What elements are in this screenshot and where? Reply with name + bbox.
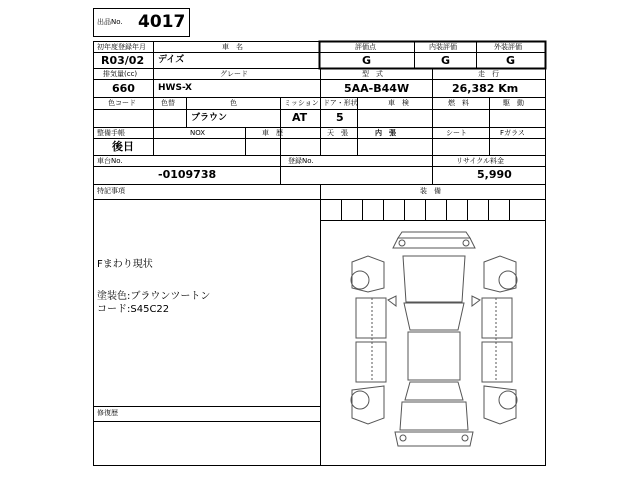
mission-value: AT bbox=[292, 111, 308, 124]
remark-line-2: 塗装色:ブラウンツートン bbox=[97, 291, 211, 302]
displacement-label: 排気量(cc) bbox=[103, 70, 138, 78]
car-name-value: デイズ bbox=[158, 55, 185, 65]
interior-score-label: 内装評価 bbox=[429, 43, 457, 51]
fuel-label: 燃 料 bbox=[448, 99, 469, 107]
model-value: 5AA-B44W bbox=[344, 82, 410, 95]
displacement-value: 660 bbox=[112, 82, 135, 95]
first-reg-label: 初年度登録年月 bbox=[97, 43, 146, 51]
exterior-score-label: 外装評価 bbox=[494, 43, 522, 51]
history-label: 車 歴 bbox=[262, 129, 283, 137]
nox-label: NOX bbox=[190, 129, 206, 137]
first-reg-value: R03/02 bbox=[101, 54, 145, 67]
chassis-no-value: -0109738 bbox=[158, 168, 217, 181]
f-glass-label: Fガラス bbox=[500, 129, 525, 137]
manual-label: 整備手帳 bbox=[97, 129, 125, 137]
mission-label: ミッション bbox=[284, 99, 319, 107]
lot-label: 出品No. bbox=[97, 18, 123, 26]
score-value: G bbox=[362, 54, 372, 67]
recycle-fee-value: 5,990 bbox=[477, 168, 512, 181]
mileage-value: 26,382 Km bbox=[452, 82, 519, 95]
color-code-label: 色コード bbox=[108, 99, 136, 107]
remarks-label: 特記事項 bbox=[97, 187, 125, 195]
drive-label: 駆 動 bbox=[503, 99, 524, 107]
inspection-label: 車 検 bbox=[388, 99, 409, 107]
car-name-label: 車 名 bbox=[222, 43, 243, 51]
mileage-label: 走 行 bbox=[478, 70, 499, 78]
interior-score-value: G bbox=[441, 54, 451, 67]
door-shape-value: 5 bbox=[336, 111, 344, 124]
exterior-score-value: G bbox=[506, 54, 516, 67]
seat-label: シート bbox=[446, 129, 467, 137]
remark-line-1: Fまわり現状 bbox=[97, 259, 153, 270]
color-label: 色 bbox=[230, 99, 237, 107]
lot-number: 4017 bbox=[138, 12, 186, 32]
model-label: 型 式 bbox=[362, 70, 383, 78]
remark-line-3: コード:S45C22 bbox=[97, 304, 170, 315]
manual-value: 後日 bbox=[112, 140, 134, 153]
sunroof-label: 天 張 bbox=[327, 129, 348, 137]
color-value: ブラウン bbox=[191, 113, 228, 123]
recycle-fee-label: リサイクル料金 bbox=[456, 157, 505, 165]
interior-trim-label: 内 張 bbox=[375, 129, 396, 137]
repair-history-label: 修復歴 bbox=[97, 409, 118, 417]
color-change-label: 色替 bbox=[161, 99, 175, 107]
door-shape-label: ドア・形状 bbox=[323, 99, 358, 107]
equipment-label: 装 備 bbox=[420, 187, 441, 195]
reg-no-label: 登録No. bbox=[288, 157, 314, 165]
chassis-no-label: 車台No. bbox=[97, 157, 123, 165]
score-label: 評価点 bbox=[355, 43, 376, 51]
grade-value: HWS-X bbox=[158, 83, 192, 93]
grade-label: グレード bbox=[220, 70, 248, 78]
